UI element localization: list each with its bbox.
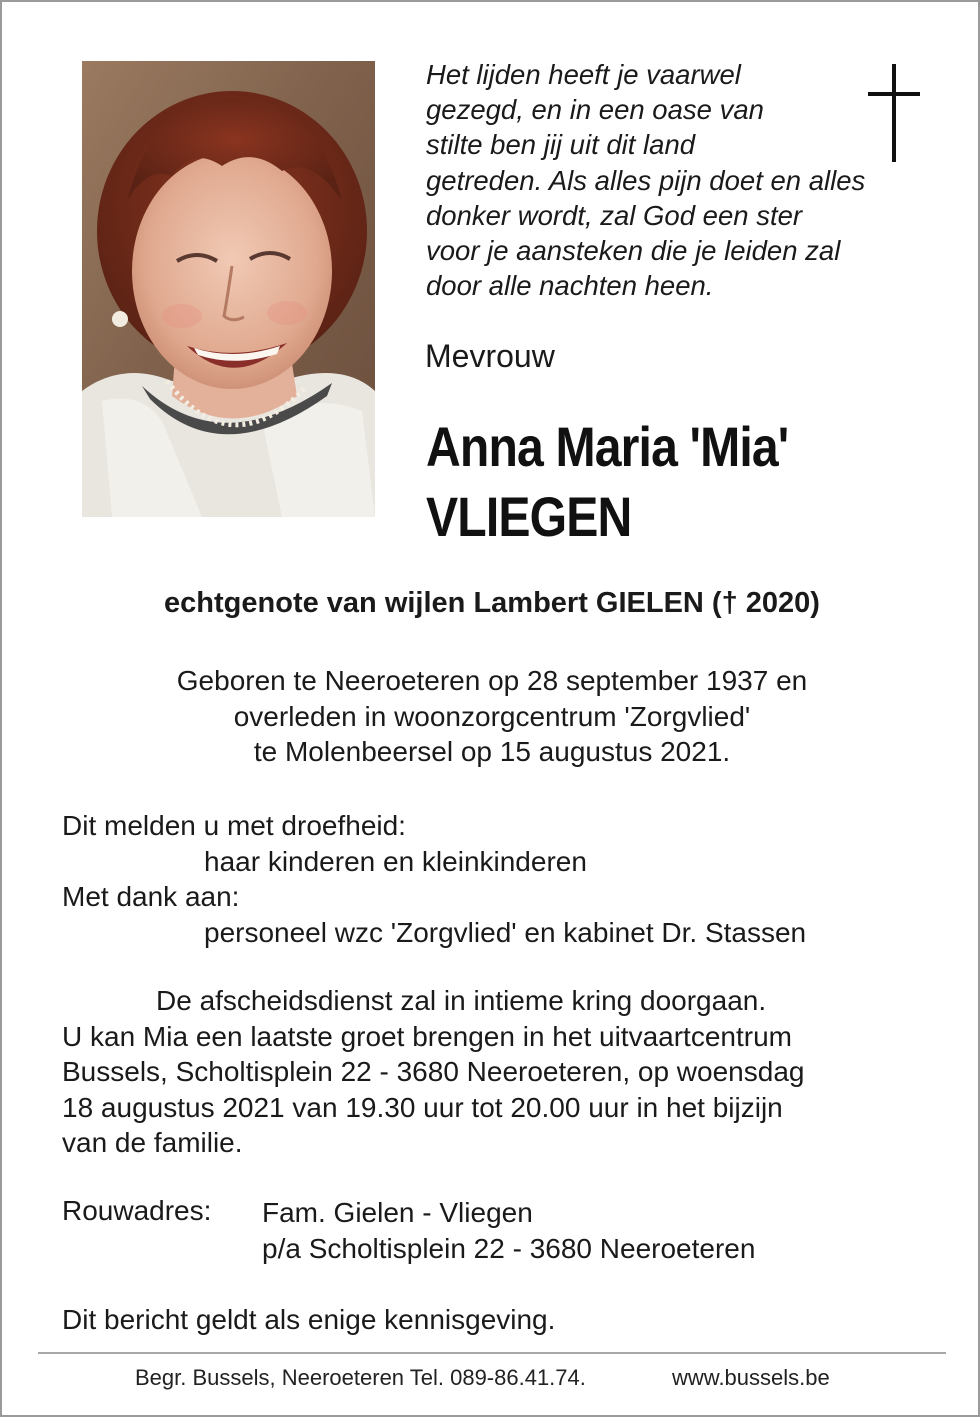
name-line-surname: VLIEGEN <box>426 485 632 548</box>
life-line: overleden in woonzorgcentrum 'Zorgvlied' <box>233 700 751 732</box>
mourning-address <box>262 1195 755 1266</box>
deceased-name <box>426 412 788 552</box>
memorial-poem <box>426 57 926 303</box>
poem-line: Het lijden heeft je vaarwel <box>426 59 741 90</box>
address-label: Rouwadres: <box>62 1195 212 1226</box>
funeral-home-info: Begr. Bussels, Neeroeteren Tel. 089-86.41.74. <box>135 1365 586 1390</box>
service-line: van de familie. <box>62 1127 243 1158</box>
service-line: 18 augustus 2021 van 19.30 uur tot 20.00 uur in het bijzijn <box>62 1091 783 1123</box>
life-line: te Molenbeersel op 15 augustus 2021. <box>253 736 731 767</box>
service-line: Bussels, Scholtisplein 22 - 3680 Neeroeteren, op woensdag <box>62 1056 805 1087</box>
website-link[interactable]: www.bussels.be <box>672 1365 830 1390</box>
poem-line: getreden. Als alles pijn doet en alles <box>426 164 866 196</box>
announcement-intro: Dit melden u met droefheid: <box>62 810 406 841</box>
cross-icon <box>864 64 924 162</box>
life-line: Geboren te Neeroeteren op 28 september 1937 en <box>176 665 808 696</box>
portrait-photo <box>82 61 375 517</box>
spouse-line: echtgenote van wijlen Lambert GIELEN († 2020) <box>164 587 820 619</box>
notice-text: Dit bericht geldt als enige kennisgeving. <box>62 1304 556 1335</box>
honorific: Mevrouw <box>425 338 555 374</box>
announcement-family: haar kinderen en kleinkinderen <box>204 845 587 877</box>
name-line-first: Anna Maria 'Mia' <box>426 415 789 478</box>
thanks-intro: Met dank aan: <box>62 881 240 912</box>
address-line: Fam. Gielen - Vliegen <box>262 1197 533 1228</box>
poem-line: voor je aansteken die je leiden zal <box>426 235 841 267</box>
footer-divider <box>38 1352 946 1354</box>
service-block <box>62 983 804 1161</box>
poem-line: door alle nachten heen. <box>426 270 714 302</box>
service-line: U kan Mia een laatste groet brengen in het uitvaartcentrum <box>62 1020 792 1052</box>
address-line: p/a Scholtisplein 22 - 3680 Neeroeteren <box>262 1232 756 1264</box>
life-dates <box>2 663 980 770</box>
poem-line: stilte ben jij uit dit land <box>426 129 696 161</box>
announcement-block <box>62 808 806 950</box>
poem-line: gezegd, en in een oase van <box>426 94 764 126</box>
poem-line: donker wordt, zal God een ster <box>426 199 803 231</box>
service-line: De afscheidsdienst zal in intieme kring doorgaan. <box>156 985 767 1016</box>
thanks-recipients: personeel wzc 'Zorgvlied' en kabinet Dr. Stassen <box>204 916 807 948</box>
